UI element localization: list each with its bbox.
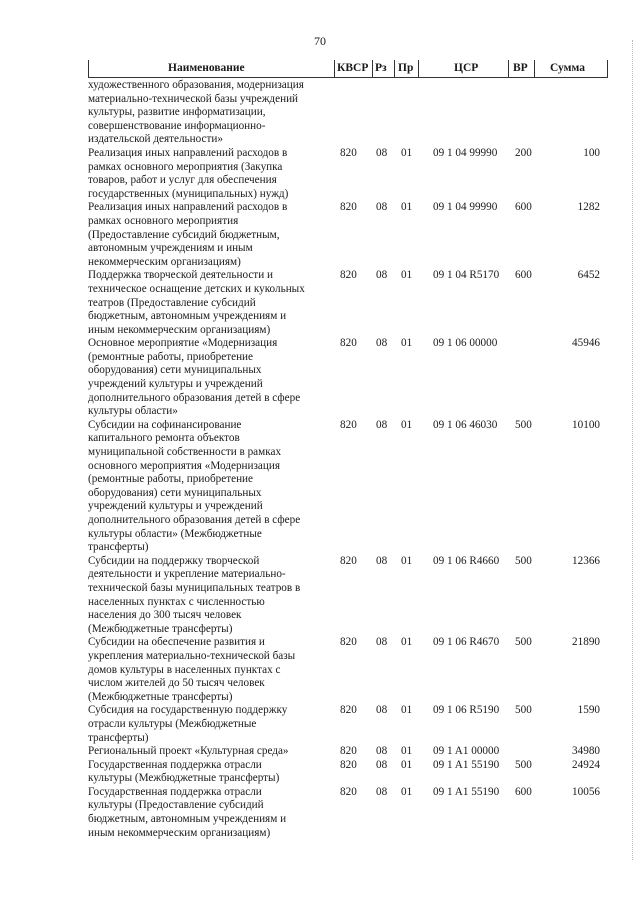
row-sum: 100 <box>583 146 600 159</box>
row-pr: 01 <box>401 337 413 350</box>
header-vr: ВР <box>513 62 528 74</box>
row-vr: 500 <box>515 418 532 431</box>
row-name: художественного образования, модернизация материально-технической базы учреждений культуры, развитие информатизации, совершенствование информационно- издательской деятельности» <box>88 79 304 146</box>
row-vr: 600 <box>515 201 532 214</box>
row-pr: 01 <box>401 201 413 214</box>
row-csr: 09 1 06 00000 <box>433 337 498 350</box>
row-csr: 09 1 04 99990 <box>433 201 498 214</box>
row-name: Основное мероприятие «Модернизация (ремонтные работы, приобретение оборудования) сети муниципальных учреждений культуры и учреждений дополнительного образования детей в сфере культуры области» <box>88 337 301 418</box>
row-sum: 12366 <box>572 554 600 567</box>
row-pr: 01 <box>401 636 413 649</box>
table-row <box>88 147 608 201</box>
header-name: Наименование <box>168 62 245 74</box>
row-pr: 01 <box>401 146 413 159</box>
table-row <box>88 786 608 840</box>
row-rz: 08 <box>376 269 388 282</box>
row-pr: 01 <box>401 785 413 798</box>
table-row <box>88 745 608 759</box>
header-divider <box>372 60 373 78</box>
row-csr: 09 1 06 R4670 <box>433 636 500 649</box>
row-pr: 01 <box>401 758 413 771</box>
row-name: Субсидии на обеспечение развития и укрепления материально-технической базы домов культуры в населенных пунктах с числом жителей до 50 тысяч человек (Межбюджетные трансферты) <box>88 636 296 703</box>
header-divider <box>607 60 608 78</box>
header-divider <box>334 60 335 78</box>
row-csr: 09 1 04 99990 <box>433 146 498 159</box>
table-row <box>88 201 608 269</box>
row-rz: 08 <box>376 785 388 798</box>
header-sum: Сумма <box>550 62 585 74</box>
row-kvsr: 820 <box>340 554 357 567</box>
row-kvsr: 820 <box>340 636 357 649</box>
row-sum: 1590 <box>577 704 600 717</box>
row-sum: 10100 <box>572 418 600 431</box>
header-underline <box>88 77 608 78</box>
header-rz: Рз <box>375 62 387 74</box>
row-rz: 08 <box>376 758 388 771</box>
row-kvsr: 820 <box>340 704 357 717</box>
row-sum: 34980 <box>572 745 600 758</box>
row-rz: 08 <box>376 704 388 717</box>
header-divider <box>88 60 89 78</box>
row-sum: 6452 <box>577 269 600 282</box>
row-vr: 600 <box>515 785 532 798</box>
row-pr: 01 <box>401 704 413 717</box>
row-kvsr: 820 <box>340 337 357 350</box>
row-kvsr: 820 <box>340 269 357 282</box>
table-row <box>88 759 608 786</box>
header-divider <box>394 60 395 78</box>
row-rz: 08 <box>376 337 388 350</box>
row-rz: 08 <box>376 745 388 758</box>
row-pr: 01 <box>401 745 413 758</box>
row-csr: 09 1 A1 55190 <box>433 785 500 798</box>
row-rz: 08 <box>376 554 388 567</box>
row-name: Субсидии на поддержку творческой деятельности и укрепление материально- технической базы муниципальных театров в населенных пунктах с численностью населения до 300 тысяч человек (Межбюджетные трансферты) <box>88 554 301 635</box>
row-sum: 21890 <box>572 636 600 649</box>
row-csr: 09 1 06 R5190 <box>433 704 500 717</box>
row-rz: 08 <box>376 418 388 431</box>
row-vr: 500 <box>515 758 532 771</box>
table-header <box>88 60 608 78</box>
table-row <box>88 419 608 555</box>
header-pr: Пр <box>398 62 414 74</box>
row-sum: 10056 <box>572 785 600 798</box>
table-row <box>88 704 608 745</box>
header-kvsr: КВСР <box>337 62 369 74</box>
table-row <box>88 337 608 419</box>
row-sum: 24924 <box>572 758 600 771</box>
row-rz: 08 <box>376 636 388 649</box>
row-name: Реализация иных направлений расходов в рамках основного мероприятия (Закупка товаров, работ и услуг для обеспечения государственных (муниципальных) нужд) <box>88 146 289 200</box>
row-kvsr: 820 <box>340 201 357 214</box>
header-divider <box>418 60 419 78</box>
table-row <box>88 269 608 337</box>
row-sum: 45946 <box>572 337 600 350</box>
row-csr: 09 1 A1 55190 <box>433 758 500 771</box>
row-csr: 09 1 06 46030 <box>433 418 498 431</box>
row-vr: 500 <box>515 704 532 717</box>
scan-edge-line <box>632 40 634 860</box>
row-name: Государственная поддержка отрасли культуры (Межбюджетные трансферты) <box>88 758 280 785</box>
row-vr: 200 <box>515 146 532 159</box>
row-kvsr: 820 <box>340 418 357 431</box>
row-kvsr: 820 <box>340 745 357 758</box>
row-csr: 09 1 04 R5170 <box>433 269 500 282</box>
row-vr: 500 <box>515 636 532 649</box>
row-kvsr: 820 <box>340 785 357 798</box>
row-vr: 500 <box>515 554 532 567</box>
row-name: Поддержка творческой деятельности и техническое оснащение детских и кукольных театров (Предоставление субсидий бюджетным, автономным учреждениям и иным некоммерческим организациям) <box>88 269 305 336</box>
header-divider <box>534 60 535 78</box>
row-csr: 09 1 06 R4660 <box>433 554 500 567</box>
row-name: Региональный проект «Культурная среда» <box>88 745 289 758</box>
row-kvsr: 820 <box>340 758 357 771</box>
row-name: Государственная поддержка отрасли культуры (Предоставление субсидий бюджетным, автономным учреждениям и иным некоммерческим организациям) <box>88 785 287 839</box>
header-divider <box>508 60 509 78</box>
row-name: Реализация иных направлений расходов в рамках основного мероприятия (Предоставление субсидий бюджетным, автономным учреждениям и иным некоммерческим организациям) <box>88 201 288 268</box>
row-name: Субсидии на софинансирование капитального ремонта объектов муниципальной собственности в рамках основного мероприятия «Модернизация (ремонтные работы, приобретение оборудования) сети муниципальных учреждений культуры и учреждений дополнительного образования детей в сфере культуры области» (Межбюджетные трансферты) <box>88 418 301 554</box>
row-pr: 01 <box>401 269 413 282</box>
table-row <box>88 636 608 704</box>
row-kvsr: 820 <box>340 146 357 159</box>
row-csr: 09 1 A1 00000 <box>433 745 500 758</box>
row-rz: 08 <box>376 201 388 214</box>
row-rz: 08 <box>376 146 388 159</box>
row-name: Субсидия на государственную поддержку отрасли культуры (Межбюджетные трансферты) <box>88 704 288 744</box>
row-sum: 1282 <box>577 201 600 214</box>
row-pr: 01 <box>401 418 413 431</box>
table-row <box>88 79 608 147</box>
header-csr: ЦСР <box>454 62 479 74</box>
row-vr: 600 <box>515 269 532 282</box>
table-row <box>88 555 608 637</box>
row-pr: 01 <box>401 554 413 567</box>
page-number: 70 <box>314 34 326 48</box>
budget-table-body <box>88 79 608 840</box>
